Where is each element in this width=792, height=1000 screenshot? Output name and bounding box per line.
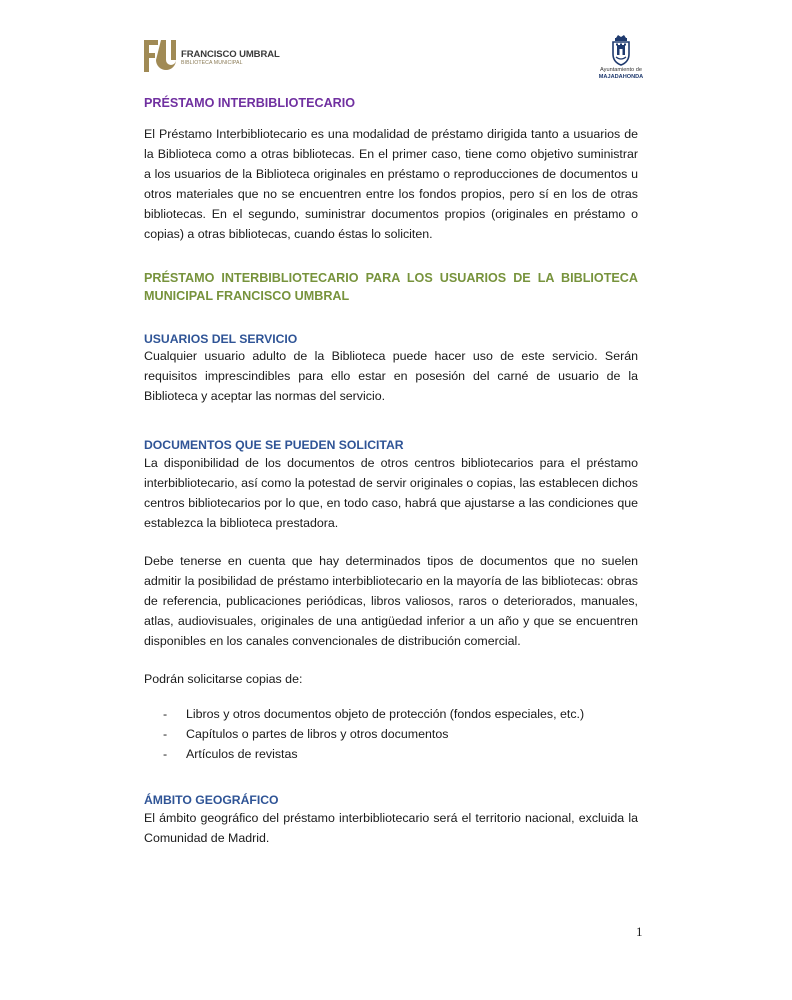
copies-intro: Podrán solicitarse copias de: (144, 672, 303, 686)
logo-name: FRANCISCO UMBRAL (181, 49, 280, 60)
users-paragraph: Cualquier usuario adulto de la Biblioteca puede hacer uso de este servicio. Serán requisitos imprescindibles para ello estar en posesión del carné de usuario de la Biblioteca y aceptar las normas del servicio. (144, 349, 638, 403)
scope-heading: ÁMBITO GEOGRÁFICO (144, 793, 279, 807)
page-number: 1 (636, 924, 643, 939)
list-item-text: Libros y otros documentos objeto de protección (fondos especiales, etc.) (186, 707, 585, 721)
crest-caption (592, 67, 650, 80)
documents-paragraph-1: La disponibilidad de los documentos de otros centros bibliotecarios para el préstamo interbibliotecario, así como la potestad de servir originales o copias, las establecen dichos centros bibliotecarios por lo que, en todo caso, habrá que ajustarse a las condiciones que establezca la biblioteca prestadora. (144, 456, 638, 530)
documents-heading: DOCUMENTOS QUE SE PUEDEN SOLICITAR (144, 438, 404, 452)
bullet-dash: - (163, 747, 168, 761)
users-heading: USUARIOS DEL SERVICIO (144, 332, 298, 346)
library-logo-text (181, 50, 280, 67)
documents-paragraph-2: Debe tenerse en cuenta que hay determinados tipos de documentos que no suelen admitir la posibilidad de préstamo interbibliotecario en la mayoría de las bibliotecas: obras de referencia, publicaciones periódicas, libros valiosos, raros o deteriorados, manuales, atlas, audiovisuales, originales de una antigüedad inferior a un año y que se encuentren disponibles en los canales convencionales de distribución comercial. (144, 554, 638, 648)
intro-paragraph: El Préstamo Interbibliotecario es una modalidad de préstamo dirigida tanto a usuarios de la Biblioteca como a otras bibliotecas. En el primer caso, tiene como objetivo suministrar a los usuarios de la Biblioteca originales en préstamo o reproducciones de documentos u otros materiales que no se encuentren entre los fondos propios, pero sí en los de otras bibliotecas. En el segundo, suministrar documentos propios (originales en préstamo o copias) a otras bibliotecas, cuando éstas lo soliciten. (144, 127, 638, 241)
list-item-text: Capítulos o partes de libros y otros documentos (186, 727, 449, 741)
logo-subtitle: BIBLIOTECA MUNICIPAL (181, 60, 243, 66)
bullet-dash: - (163, 727, 168, 741)
copies-list (144, 704, 638, 764)
crest-line-1: Ayuntamiento de (600, 67, 642, 73)
bullet-dash: - (163, 707, 168, 721)
crest-line-2: MAJADAHONDA (598, 73, 644, 80)
page-title: PRÉSTAMO INTERBIBLIOTECARIO (144, 96, 356, 110)
section-subtitle: PRÉSTAMO INTERBIBLIOTECARIO PARA LOS USUARIOS DE LA BIBLIOTECA MUNICIPAL FRANCISCO UMBRAL (144, 271, 638, 303)
majadahonda-crest-icon (610, 34, 632, 66)
list-item (144, 744, 638, 764)
list-item (144, 724, 638, 744)
list-item (144, 704, 638, 724)
scope-paragraph: El ámbito geográfico del préstamo interbibliotecario será el territorio nacional, excluida la Comunidad de Madrid. (144, 811, 638, 845)
francisco-umbral-logo-icon (144, 40, 176, 72)
list-item-text: Artículos de revistas (186, 747, 298, 761)
